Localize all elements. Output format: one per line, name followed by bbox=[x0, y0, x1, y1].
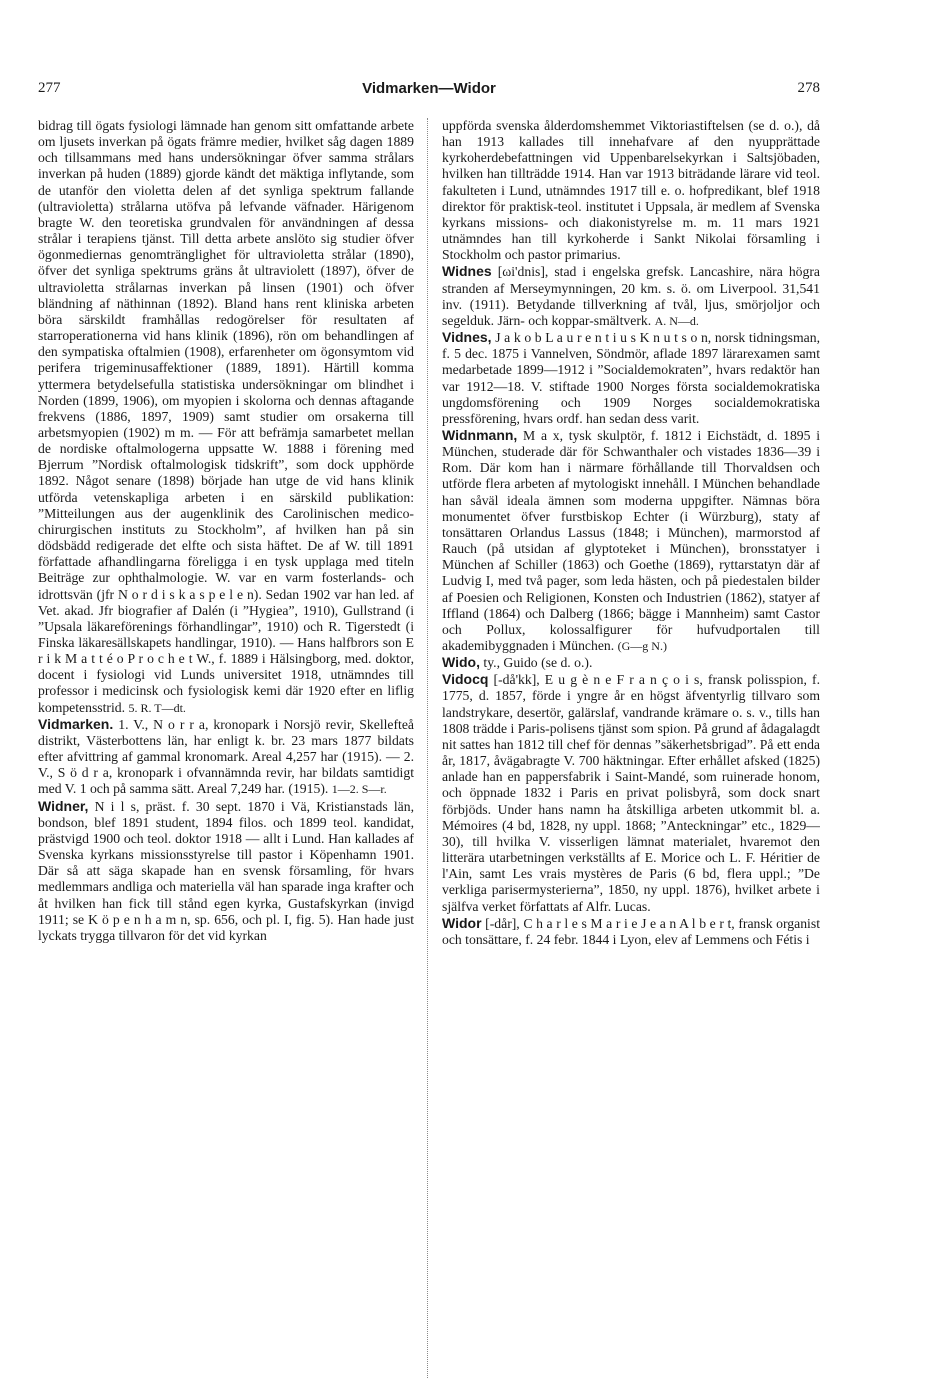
headword: Vidnes, bbox=[442, 329, 492, 346]
entry-text: N i l s, präst. f. 30 sept. 1870 i Vä, Kristianstads län, bondson, blef 1891 student, 1894 filos. och 1899 teol. kandidat, prästvigd 1900 och teol. doktor 1918 — allt i Lund. Han kallades af Svenska kyrkans missionsstyrelse till pastor i Köpenhamn 1901. Där så att säga skapade han en svensk församling, för hvars medlemmars andliga och materiella väl han sparade inga krafter och åt hvilken han fick till stånd egen kyrka, Gustafskyrkan (invigd 1911; se K ö p e n h a m n, sp. 656, och pl. I, fig. 5). Han hade just lyckats trygga tillvaron för det vid kyrkan bbox=[38, 798, 414, 943]
entry-widnes bbox=[442, 263, 820, 329]
entry-text: [ωi'dnis], stad i engelska grefsk. Lancashire, nära högra stranden af Merseymynningen, 20 km. s. ö. om Liverpool. 31,541 inv. (1911). Betydande tillverkning af tvål, ljus, smörjoljor och segelduk. Järn- och koppar-smältverk. bbox=[442, 264, 820, 328]
entry-text: [-då'kk], E u g è n e F r a n ç o i s, fransk polisspion, f. 1775, d. 1857, förde i yngre år en högst äfventyrlig tillvaro som landstrykare, desertör, galärslaf, vandrande krämare o. s. v., tills han 1808 trädde i Paris-polisens tjänst som spion. På grund af ådagalagdt nit sattes han 1812 till chef för dennas ”säkerhetsbrigad”. På ett enda år, 1817, åvägabragte V. 700 häktningar. Efter erhållet afsked (1825) anlade han en pappersfabrik i Saint-Mandé, som ruinerade honom, och öppnade 1832 i Paris en privat polisbyrå, som dock snart förbjöds. Under hans namn ha åtskilliga arbeten utkommit bl. a. Mémoires (4 bd, 1828, ny uppl. 1868; ”Anteckningar” etc., 1829—30), till hvilka V. visserligen lämnat materialet, hvaremot den litterära utarbetningen verkställts af E. Morice och L. F. Héritier de l'Ain, samt Les vrais mystères de Paris (6 bd, flera uppl.; ”De verkliga parisermysterierna”, 1850, ny uppl. 1876), hvilket arbete i själfva verket författats af Alfr. Lucas. bbox=[442, 672, 820, 914]
entry-text: bidrag till ögats fysiologi lämnade han genom sitt omfattande arbete om ljusets inverkan på ögats främre medier, hvilket såg dagen 1889 och tillsammans med hans undersökningar öfver samma strålars inverkan på huden (1889) gjorde kändt det mäktiga inflytande, som de utanför den violetta delen af det synliga spektrum fallande (ultravioletta) strålarna utöfva på lefvande väfnader. Härigenom bragte W. den teoretiska grundvalen för användningen af dessa strålar i terapiens tjänst. Till detta arbete anslöto sig studier öfver ögonmediernas genomtränglighet för ultravioletta strålar (1890), öfver det synliga spektrums gräns åt ultraviolett (1897), öfver de ultravioletta strålarnas inverkan på linsen (1901) och öfver bländning af näthinnan (1892). Bland hans rent kliniska arbeten böra särskildt framhållas redogörelser för resultaten af starroperationerna vid hans klinik (1896), rön om behandlingen af den sympatiska oftalmien (1908), erfarenheter om ögonsymtom vid perifera trigeminusaffektioner (1889, 1891). Härtill komma yttermera betydelsefulla statistiska undersökningar om blindhet i Norden (1899, 1906), om myopien i skolorna och dennas aftagande frekvens (1886, 1897, 1909) samt studier om orsakerna till arbetsmyopien (1902) m m. — För att befrämja samarbetet mellan de nordiske oftalmologerna uppsatte W. 1888 i förening med Bjerrum ”Nordisk oftalmologisk tidskrift”, som dock upphörde 1892. Något senare (1898) började han utge de vid hans klinik utförda vetenskapliga arbeten i en särskild publikation: ”Mitteilungen aus der augenklinik des Carolinischen medico-chirurgischen instituts zu Stockholm”, af hvilken han på sin dödsbädd redigerade det elfte och sista häftet. De af W. till 1891 författade afhandlingarna föreligga i en tysk upplaga med titeln Beiträge zur ophthalmologie. W. var en varm fosterlands- och idrottsvän (jfr N o r d i s k a s p e l e n). Sedan 1902 var han led. af Vet. akad. Jfr biografier af Dalén (i ”Hygiea”, 1910), Gullstrand (i ”Upsala läkareförenings förhandlingar”, 1910) och R. Tigerstedt (i Finska läkaresällskapets handlingar, 1910). — Hans halfbrors son E r i k M a t t é o P r o c h e t W., f. 1889 i Hälsingborg, med. doktor, docent i fysiologi vid Lunds universitet 1918, utnämndes till professor i medicinsk och fysiologisk kemi där 1920 efter en liflig kompetensstrid. bbox=[38, 118, 414, 715]
entry-widor bbox=[442, 915, 820, 948]
entry-signature: 1—2. S—r. bbox=[331, 782, 387, 797]
entry-vidnes bbox=[442, 329, 820, 427]
entry-signature: (G—g N.) bbox=[617, 639, 667, 653]
entry-text: M a x, tysk skulptör, f. 1812 i Eichstädt, d. 1895 i München, studerade där för Schwanthaler och vistades 1836—39 i Rom. Där kom han i närmare förhållande till Thorvaldsen och utförde flera arbeten af mytologiskt innehåll. I München behandlade han såväl ideala ämnen som moderna uppgifter. Nämnas böra monumentet öfver furstbiskop Echter (i Würzburg), staty af tonsättaren Orlandus Lassus (1848; i München), marmorstod af Rauch (på utsidan af glyptoteket i München), bronsstatyer i München af Schiller (1863) och Goethe (1869), ryttarstatyn där af Ludvig I, med två pager, som leda hästen, och på piedestalen bilder af Poesien och Religionen, Konsten och Industrien (1862), statyer af Iffland (1864) och Dalberg (1866; bägge i Mannheim) samt Castor och Pollux, kolossalfigurer för hufvudportalen till akademibyggnaden i München. bbox=[442, 427, 820, 653]
headword: Vidocq bbox=[442, 671, 489, 688]
headword: Vidmarken. bbox=[38, 715, 114, 732]
entry-signature: 5. R. T—dt. bbox=[128, 700, 186, 715]
headword: Widnmann, bbox=[442, 426, 518, 443]
entry-text: J a k o b L a u r e n t i u s K n u t s o n, norsk tidningsman, f. 5 dec. 1875 i Vannelven, Söndmör, aflade 1897 lärarexamen samt medarbetade 1899—1912 i ”Socialdemokraten”, hvars redaktör han var 1912—18. V. stiftade 1900 Norges första socialdemokratiska ungdomsförening och 1909 Norges socialdemokratiska pressförening, hvars ordf. han sedan dess varit. bbox=[442, 330, 820, 426]
left-column bbox=[38, 118, 414, 1380]
entry-vidocq bbox=[442, 671, 820, 914]
page-header bbox=[38, 80, 820, 104]
entry-widmark-continuation bbox=[38, 118, 414, 716]
headword: Widner, bbox=[38, 797, 89, 814]
entry-wido bbox=[442, 654, 820, 671]
headword: Widnes bbox=[442, 263, 492, 280]
right-column bbox=[442, 118, 820, 1380]
entry-widnmann bbox=[442, 427, 820, 654]
running-head: Vidmarken—Widor bbox=[362, 80, 496, 97]
entry-text: 1. V., N o r r a, kronopark i Norsjö revir, Skellefteå distrikt, Västerbottens län, har enligt k. br. 23 mars 1877 bildats efter afvittring af gammal kronomark. Areal 4,257 har (1915). — 2. V., S ö d r a, kronopark i ofvannämnda revir, har bildats samtidigt med V. 1 och på samma sätt. Areal 7,249 har. (1915). bbox=[38, 716, 414, 797]
headword: Wido, bbox=[442, 654, 480, 671]
entry-text: uppförda svenska ålderdomshemmet Viktoriastiftelsen (se d. o.), då han 1913 kallades till innehafvare af den nyupprättade kyrkoherdebefattningen vid Uppenbarelsekyrkan i Saltsjöbaden, hvilken han tillträdde 1914. Han var 1913 biträdande lärare vid teol. fakulteten i Lund, utnämndes 1917 till e. o. hofpredikant, blef 1918 direktor för praktisk-teol. institutet i Uppsala, är medlem af Svenska kyrkans missions- och diakonistyrelse m. m. 11 mars 1921 utnämndes han till kyrkoherde i Sankt Nikolai församling i Stockholm och pastor primarius. bbox=[442, 118, 820, 263]
page-number-right: 278 bbox=[797, 80, 820, 96]
entry-text: [-dår], C h a r l e s M a r i e J e a n A l b e r t, fransk organist och tonsättare, f. 24 febr. 1844 i Lyon, elev af Lemmens och Fétis i bbox=[442, 915, 820, 947]
headword: Widor bbox=[442, 914, 482, 931]
page-number-left: 277 bbox=[38, 80, 61, 96]
entry-widner bbox=[38, 798, 414, 944]
entry-signature: A. N—d. bbox=[654, 313, 699, 328]
entry-vidmarken bbox=[38, 716, 414, 798]
column-divider bbox=[427, 118, 428, 1378]
entry-widner-continuation bbox=[442, 118, 820, 263]
entry-text: ty., Guido (se d. o.). bbox=[483, 655, 593, 671]
